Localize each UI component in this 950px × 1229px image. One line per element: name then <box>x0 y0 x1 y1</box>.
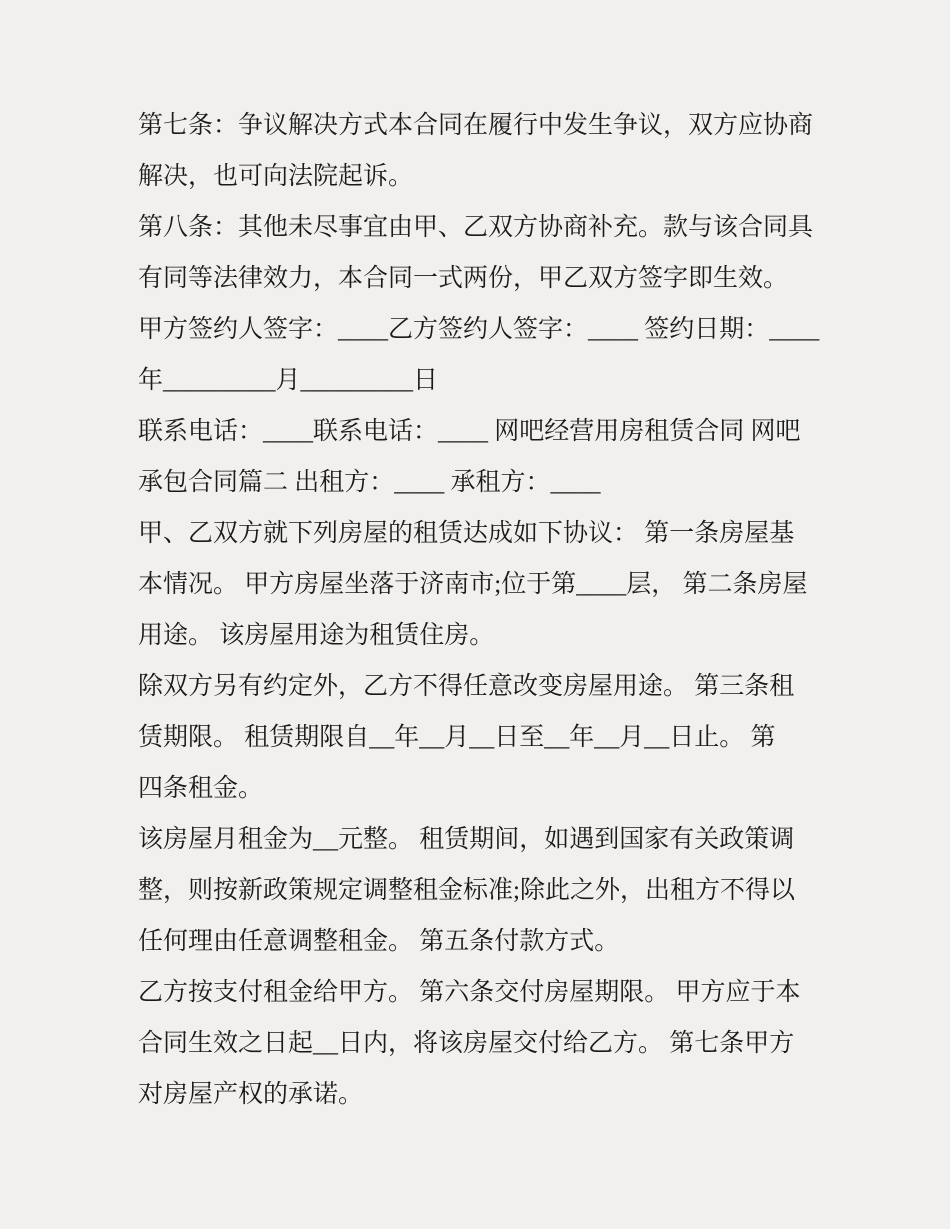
document-line: 该房屋月租金为__元整。 租赁期间，如遇到国家有关政策调 <box>138 826 795 853</box>
document-line: 承包合同篇二 出租方：____ 承租方：____ <box>138 469 601 496</box>
document-line: 赁期限。 租赁期限自__年__月__日至__年__月__日止。 第 <box>138 724 776 751</box>
document-line: 除双方另有约定外，乙方不得任意改变房屋用途。 第三条租 <box>138 673 795 700</box>
document-line: 甲、乙双方就下列房屋的租赁达成如下协议： 第一条房屋基 <box>138 520 795 547</box>
document-line: 解决，也可向法院起诉。 <box>138 163 414 190</box>
document-line: 任何理由任意调整租金。 第五条付款方式。 <box>138 928 620 955</box>
document-line: 对房屋产权的承诺。 <box>138 1081 364 1108</box>
document-line: 第八条：其他未尽事宜由甲、乙双方协商补充。款与该合同具 <box>138 214 814 241</box>
document-line: 年_________月_________日 <box>138 367 439 394</box>
document-line: 四条租金。 <box>138 775 264 802</box>
contract-text-block <box>138 100 838 1120</box>
document-line: 整，则按新政策规定调整租金标准;除此之外，出租方不得以 <box>138 877 795 904</box>
document-line: 有同等法律效力，本合同一式两份，甲乙双方签字即生效。 <box>138 265 789 292</box>
document-line: 乙方按支付租金给甲方。 第六条交付房屋期限。 甲方应于本 <box>138 979 801 1006</box>
document-line: 甲方签约人签字：____乙方签约人签字：____ 签约日期：____ <box>138 316 820 343</box>
document-line: 本情况。 甲方房屋坐落于济南市;位于第____层， 第二条房屋 <box>138 571 808 598</box>
document-line: 联系电话：____联系电话：____ 网吧经营用房租赁合同 网吧 <box>138 418 801 445</box>
document-line: 用途。 该房屋用途为租赁住房。 <box>138 622 495 649</box>
document-line: 合同生效之日起__日内，将该房屋交付给乙方。 第七条甲方 <box>138 1030 795 1057</box>
document-line: 第七条：争议解决方式本合同在履行中发生争议，双方应协商 <box>138 112 814 139</box>
